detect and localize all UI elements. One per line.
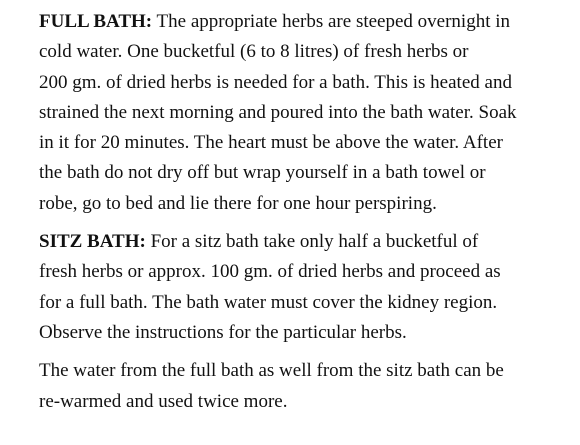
sitz-bath-text: For a sitz bath take only half a bucketful of fresh herbs or approx. 100 gm. of dried herbs and proceed as for a full bath. The bath water must cover the kidney region. Observe the instructions for the particular herbs.: [39, 231, 501, 343]
sitz-bath-term: SITZ BATH:: [39, 231, 146, 253]
reuse-water-text: The water from the full bath as well from the sitz bath can be re-warmed and used twice more.: [39, 360, 504, 412]
full-bath-term: FULL BATH:: [39, 11, 153, 32]
document-page: [39, 7, 559, 417]
full-bath-text: The appropriate herbs are steeped overnight in cold water. One bucketful (6 to 8 litres) of fresh herbs or 200 gm. of dried herbs is needed for a bath. This is heated and strained the next morning and poured into the bath water. Soak in it for 20 minutes. The heart must be above the water. After the bath do not dry off but wrap yourself in a bath towel or robe, go to bed and lie there for one hour perspiring.: [39, 11, 517, 214]
full-bath-paragraph: [39, 7, 559, 219]
reuse-water-paragraph: [39, 356, 559, 417]
sitz-bath-paragraph: [39, 227, 559, 348]
